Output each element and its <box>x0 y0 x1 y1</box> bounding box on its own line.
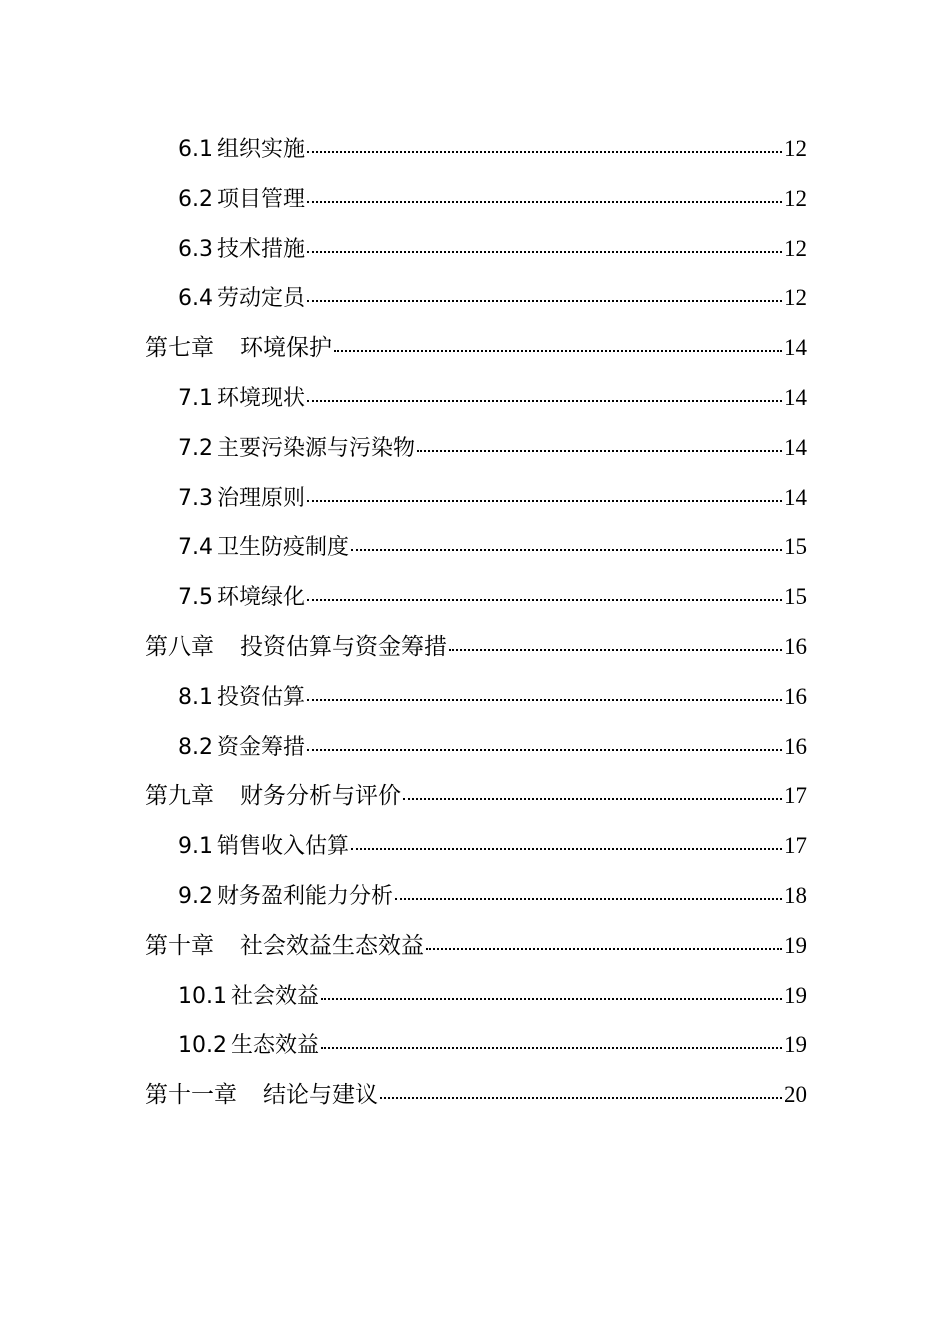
toc-section-entry[interactable] <box>145 1020 807 1070</box>
toc-page-number: 20 <box>784 1082 807 1108</box>
toc-chapter-entry[interactable] <box>145 323 807 373</box>
toc-dot-leader <box>449 647 782 651</box>
toc-chapter-entry[interactable] <box>145 622 807 672</box>
toc-entry-text: 劳动定员 <box>217 286 306 312</box>
toc-entry-title <box>178 573 305 623</box>
toc-entry-text: 技术措施 <box>217 236 306 262</box>
toc-section-entry[interactable] <box>145 224 807 274</box>
toc-entry-title <box>178 374 305 424</box>
toc-entry-title <box>145 623 447 673</box>
toc-entry-text: 生态效益 <box>230 1033 319 1059</box>
toc-entry-title <box>145 772 401 822</box>
toc-page-number: 12 <box>784 185 807 211</box>
toc-entry-text: 财务分析与评价 <box>240 783 401 810</box>
toc-dot-leader <box>351 547 782 551</box>
toc-dot-leader <box>351 846 782 850</box>
toc-section-entry[interactable] <box>145 672 807 722</box>
toc-section-entry[interactable] <box>145 821 807 871</box>
toc-section-entry[interactable] <box>145 473 807 523</box>
toc-page-number: 15 <box>784 534 807 560</box>
toc-page-number: 17 <box>784 783 807 809</box>
toc-page-number: 14 <box>784 434 807 460</box>
toc-page-number: 14 <box>784 384 807 410</box>
toc-section-entry[interactable] <box>145 174 807 224</box>
toc-entry-title <box>178 723 305 773</box>
toc-entry-title <box>178 673 305 723</box>
toc-entry-text: 环境绿化 <box>217 585 306 611</box>
toc-dot-leader <box>307 249 782 253</box>
toc-entry-title <box>145 324 332 374</box>
toc-entry-number: 7.3 <box>178 485 213 511</box>
toc-entry-number: 6.3 <box>178 236 213 262</box>
toc-entry-number: 9.1 <box>178 834 213 860</box>
toc-entry-number: 第七章 <box>145 335 214 362</box>
toc-section-entry[interactable] <box>145 722 807 772</box>
toc-dot-leader <box>426 946 782 950</box>
toc-entry-number: 第八章 <box>145 633 214 660</box>
toc-dot-leader <box>403 796 782 800</box>
toc-dot-leader <box>307 498 782 502</box>
toc-entry-number: 7.2 <box>178 435 213 461</box>
toc-entry-title <box>145 1071 378 1121</box>
toc-page-number: 16 <box>784 733 807 759</box>
toc-entry-title <box>178 125 305 175</box>
toc-entry-number: 7.5 <box>178 585 213 611</box>
toc-dot-leader <box>307 747 782 751</box>
toc-chapter-entry[interactable] <box>145 771 807 821</box>
toc-section-entry[interactable] <box>145 572 807 622</box>
toc-entry-number: 7.4 <box>178 535 213 561</box>
toc-entry-text: 卫生防疫制度 <box>217 535 350 561</box>
toc-entry-title <box>178 175 305 225</box>
toc-page-number: 12 <box>784 136 807 161</box>
toc-section-entry[interactable] <box>145 373 807 423</box>
toc-section-entry[interactable] <box>145 124 807 174</box>
toc-entry-number: 第十一章 <box>145 1082 237 1109</box>
toc-entry-text: 组织实施 <box>217 137 306 162</box>
toc-page-number: 18 <box>784 882 807 908</box>
toc-entry-title <box>178 523 349 573</box>
toc-dot-leader <box>307 298 782 302</box>
toc-dot-leader <box>307 697 782 701</box>
toc-page-number: 16 <box>784 633 807 659</box>
toc-dot-leader <box>307 597 782 601</box>
toc-entry-title <box>178 822 349 872</box>
toc-page-number: 19 <box>784 982 807 1008</box>
toc-entry-title <box>178 872 393 922</box>
toc-page-number: 14 <box>784 484 807 510</box>
toc-page-number: 12 <box>784 235 807 261</box>
toc-entry-title <box>178 225 305 275</box>
toc-entry-number: 第十章 <box>145 932 214 959</box>
toc-entry-number: 6.1 <box>178 137 213 162</box>
toc-entry-number: 8.2 <box>178 734 213 760</box>
toc-entry-text: 主要污染源与污染物 <box>217 435 416 461</box>
toc-dot-leader <box>321 1045 782 1049</box>
toc-dot-leader <box>307 149 782 153</box>
toc-dot-leader <box>307 199 782 203</box>
toc-entry-number: 8.1 <box>178 684 213 710</box>
toc-section-entry[interactable] <box>145 273 807 323</box>
toc-entry-title <box>178 1021 319 1071</box>
toc-page-number: 19 <box>784 932 807 958</box>
toc-entry-text: 销售收入估算 <box>217 834 350 860</box>
toc-page-number: 19 <box>784 1032 807 1058</box>
toc-dot-leader <box>395 896 782 900</box>
toc-entry-text: 社会效益生态效益 <box>240 932 424 959</box>
toc-chapter-entry[interactable] <box>145 1070 807 1120</box>
toc-page-number: 16 <box>784 683 807 709</box>
toc-entry-text: 项目管理 <box>217 186 306 212</box>
toc-entry-text: 环境现状 <box>217 385 306 411</box>
toc-section-entry[interactable] <box>145 522 807 572</box>
toc-dot-leader <box>334 348 782 352</box>
toc-entry-title <box>178 474 305 524</box>
toc-dot-leader <box>380 1095 782 1099</box>
toc-entry-number: 6.2 <box>178 186 213 212</box>
toc-entry-text: 结论与建议 <box>263 1082 378 1109</box>
toc-page-number: 17 <box>784 833 807 859</box>
toc-entry-number: 7.1 <box>178 385 213 411</box>
toc-chapter-entry[interactable] <box>145 921 807 971</box>
toc-dot-leader <box>307 398 782 402</box>
toc-entry-text: 社会效益 <box>230 983 319 1009</box>
toc-section-entry[interactable] <box>145 423 807 473</box>
toc-entry-text: 投资估算 <box>217 684 306 710</box>
toc-entry-title <box>178 972 319 1022</box>
toc-entry-title <box>178 274 305 324</box>
toc-section-entry[interactable] <box>145 971 807 1021</box>
toc-entry-number: 10.1 <box>178 983 227 1009</box>
toc-dot-leader <box>321 996 782 1000</box>
toc-page-number: 12 <box>784 285 807 311</box>
table-of-contents <box>145 124 807 1120</box>
toc-entry-text: 环境保护 <box>240 335 332 362</box>
toc-entry-title <box>145 922 424 972</box>
toc-entry-title <box>178 424 415 474</box>
toc-page-number: 15 <box>784 584 807 610</box>
toc-entry-number: 第九章 <box>145 783 214 810</box>
toc-entry-text: 治理原则 <box>217 485 306 511</box>
toc-section-entry[interactable] <box>145 871 807 921</box>
toc-entry-number: 9.2 <box>178 883 213 909</box>
toc-entry-text: 资金筹措 <box>217 734 306 760</box>
toc-page-number: 14 <box>784 335 807 361</box>
toc-entry-text: 投资估算与资金筹措 <box>240 633 447 660</box>
toc-entry-number: 10.2 <box>178 1033 227 1059</box>
toc-entry-number: 6.4 <box>178 286 213 312</box>
toc-entry-text: 财务盈利能力分析 <box>217 883 394 909</box>
toc-dot-leader <box>417 448 782 452</box>
